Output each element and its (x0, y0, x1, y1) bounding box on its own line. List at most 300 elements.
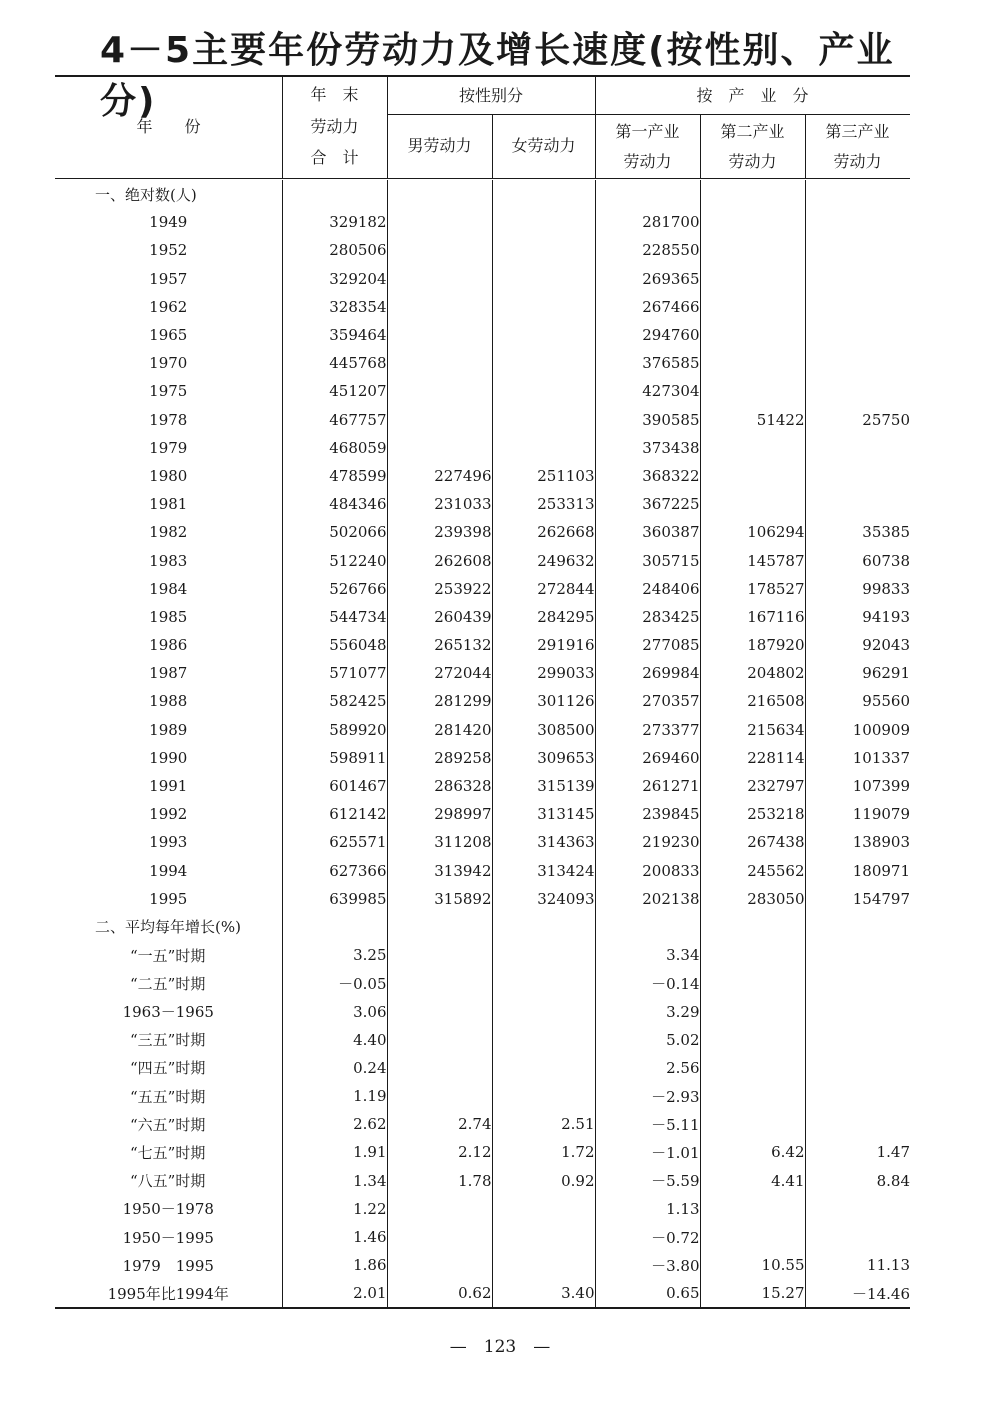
cell-value: 138903 (805, 828, 910, 856)
secondary-header-line1: 第二产业 (720, 122, 785, 141)
total-header-line1: 年 末 (310, 85, 359, 104)
cell-value: 0.62 (387, 1279, 492, 1307)
cell-value: 526766 (282, 575, 387, 603)
row-label: 1980 (149, 466, 188, 485)
table-row (55, 1026, 910, 1054)
cell-value (805, 913, 910, 941)
cell-value: 286328 (387, 772, 492, 800)
cell-value: 204802 (700, 659, 805, 687)
primary-header-line2: 劳动力 (623, 152, 672, 171)
table-row (55, 941, 910, 969)
cell-value (805, 349, 910, 377)
cell-value: －0.14 (595, 969, 700, 997)
cell-value: 99833 (805, 575, 910, 603)
cell-value: 291916 (492, 631, 595, 659)
cell-value: 215634 (700, 716, 805, 744)
cell-value (805, 997, 910, 1025)
table-row (55, 800, 910, 828)
cell-value: 178527 (700, 575, 805, 603)
cell-value: 1.46 (282, 1223, 387, 1251)
cell-value: 3.25 (282, 941, 387, 969)
cell-value: 359464 (282, 321, 387, 349)
cell-value: 269460 (595, 744, 700, 772)
cell-value (805, 293, 910, 321)
row-label: “四五”时期 (130, 1059, 206, 1078)
header-group-rule (387, 114, 910, 115)
row-label: 1979 1995 (122, 1256, 214, 1275)
row-label: 1990 (149, 748, 188, 767)
row-label: 1950－1978 (122, 1200, 214, 1219)
row-label: 1979 (149, 438, 188, 457)
row-label: 1975 (149, 382, 188, 401)
cell-value (492, 1082, 595, 1110)
cell-value (492, 941, 595, 969)
table-row (55, 490, 910, 518)
cell-value: 96291 (805, 659, 910, 687)
table-row (55, 1251, 910, 1279)
table-row (55, 1110, 910, 1138)
cell-value (700, 349, 805, 377)
cell-value: 187920 (700, 631, 805, 659)
row-label: 1970 (149, 354, 188, 373)
row-label: 1993 (149, 833, 188, 852)
row-label: 1987 (149, 664, 188, 683)
cell-value: 262668 (492, 518, 595, 546)
table-row (55, 518, 910, 546)
row-label: 1995年比1994年 (107, 1284, 229, 1303)
table-row (55, 603, 910, 631)
cell-value: 1.22 (282, 1195, 387, 1223)
table-row (55, 659, 910, 687)
cell-value: 484346 (282, 490, 387, 518)
cell-value: 167116 (700, 603, 805, 631)
cell-value (805, 1054, 910, 1082)
cell-value: 269365 (595, 265, 700, 293)
table-row (55, 772, 910, 800)
cell-value: －1.01 (595, 1138, 700, 1166)
cell-value: 2.56 (595, 1054, 700, 1082)
labor-force-table (55, 180, 910, 1308)
table-row (55, 1279, 910, 1307)
cell-value: 329204 (282, 265, 387, 293)
cell-value: 253313 (492, 490, 595, 518)
cell-value: 216508 (700, 687, 805, 715)
cell-value (700, 180, 805, 208)
row-label: 1989 (149, 720, 188, 739)
cell-value: －0.72 (595, 1223, 700, 1251)
cell-value (492, 321, 595, 349)
row-label: 1962 (149, 297, 188, 316)
cell-value (492, 1026, 595, 1054)
cell-value: 329182 (282, 208, 387, 236)
cell-value (387, 1054, 492, 1082)
cell-value (595, 180, 700, 208)
cell-value: 0.65 (595, 1279, 700, 1307)
cell-value: 313424 (492, 857, 595, 885)
cell-value: 281299 (387, 687, 492, 715)
header-bottom-rule (55, 178, 910, 179)
cell-value (387, 265, 492, 293)
cell-value (282, 913, 387, 941)
table-row (55, 744, 910, 772)
cell-value (805, 1223, 910, 1251)
cell-value: 512240 (282, 546, 387, 574)
row-label: “二五”时期 (130, 974, 206, 993)
cell-value: 260439 (387, 603, 492, 631)
cell-value: 467757 (282, 406, 387, 434)
cell-value (387, 434, 492, 462)
cell-value (700, 941, 805, 969)
cell-value: 283050 (700, 885, 805, 913)
cell-value (492, 913, 595, 941)
cell-value: 3.40 (492, 1279, 595, 1307)
table-row (55, 546, 910, 574)
row-label: 1965 (149, 326, 188, 345)
cell-value (700, 490, 805, 518)
cell-value: 202138 (595, 885, 700, 913)
row-label: 1991 (149, 777, 188, 796)
cell-value: 2.51 (492, 1110, 595, 1138)
cell-value: 1.72 (492, 1138, 595, 1166)
row-label: 二、平均每年增长(%) (95, 918, 241, 937)
cell-value (805, 265, 910, 293)
cell-value (492, 1195, 595, 1223)
row-label: “八五”时期 (130, 1172, 206, 1191)
cell-value (492, 377, 595, 405)
primary-header-line1: 第一产业 (615, 122, 680, 141)
row-label: “一五”时期 (130, 946, 206, 965)
table-row (55, 462, 910, 490)
cell-value (282, 180, 387, 208)
table-row (55, 828, 910, 856)
cell-value: 267438 (700, 828, 805, 856)
cell-value (492, 406, 595, 434)
table-row (55, 1195, 910, 1223)
cell-value: 571077 (282, 659, 387, 687)
cell-value (805, 321, 910, 349)
cell-value (492, 265, 595, 293)
table-row (55, 406, 910, 434)
row-label: 1963－1965 (122, 1003, 214, 1022)
row-label: “七五”时期 (130, 1143, 206, 1162)
cell-value (805, 969, 910, 997)
cell-value (700, 1082, 805, 1110)
cell-value: 315892 (387, 885, 492, 913)
cell-value (387, 1195, 492, 1223)
cell-value: －0.05 (282, 969, 387, 997)
cell-value (700, 913, 805, 941)
cell-value (805, 941, 910, 969)
table-row (55, 1167, 910, 1195)
cell-value: 261271 (595, 772, 700, 800)
cell-value: 180971 (805, 857, 910, 885)
cell-value (492, 208, 595, 236)
cell-value: 0.92 (492, 1167, 595, 1195)
industry-group-header: 按 产 业 分 (696, 86, 809, 105)
cell-value (387, 941, 492, 969)
cell-value: 253922 (387, 575, 492, 603)
cell-value (700, 321, 805, 349)
cell-value: 94193 (805, 603, 910, 631)
cell-value (805, 1026, 910, 1054)
total-header-line2: 劳动力 (310, 117, 359, 136)
cell-value: 273377 (595, 716, 700, 744)
cell-value (805, 1110, 910, 1138)
cell-value: 1.13 (595, 1195, 700, 1223)
cell-value: 305715 (595, 546, 700, 574)
cell-value: 544734 (282, 603, 387, 631)
cell-value (387, 180, 492, 208)
cell-value (700, 265, 805, 293)
table-row (55, 1223, 910, 1251)
cell-value: 35385 (805, 518, 910, 546)
cell-value (492, 997, 595, 1025)
cell-value (387, 236, 492, 264)
row-label: 1986 (149, 636, 188, 655)
cell-value: －14.46 (805, 1279, 910, 1307)
cell-value (387, 406, 492, 434)
cell-value: 272044 (387, 659, 492, 687)
row-label: 1952 (149, 241, 188, 260)
cell-value: 262608 (387, 546, 492, 574)
cell-value: 232797 (700, 772, 805, 800)
tertiary-header-line2: 劳动力 (833, 152, 882, 171)
cell-value (805, 490, 910, 518)
table-row (55, 321, 910, 349)
cell-value: 612142 (282, 800, 387, 828)
cell-value: 582425 (282, 687, 387, 715)
row-label: “三五”时期 (130, 1031, 206, 1050)
cell-value: 1.78 (387, 1167, 492, 1195)
cell-value: 627366 (282, 857, 387, 885)
cell-value: 227496 (387, 462, 492, 490)
cell-value (700, 462, 805, 490)
cell-value: 107399 (805, 772, 910, 800)
cell-value (387, 321, 492, 349)
row-label: 1984 (149, 579, 188, 598)
cell-value: 154797 (805, 885, 910, 913)
cell-value: 100909 (805, 716, 910, 744)
cell-value: 451207 (282, 377, 387, 405)
row-label: 1949 (149, 213, 188, 232)
cell-value: 267466 (595, 293, 700, 321)
cell-value: 301126 (492, 687, 595, 715)
cell-value: 502066 (282, 518, 387, 546)
row-label: 1982 (149, 523, 188, 542)
cell-value: 228114 (700, 744, 805, 772)
cell-value (700, 236, 805, 264)
table-row (55, 1138, 910, 1166)
row-label: 1992 (149, 805, 188, 824)
cell-value: 248406 (595, 575, 700, 603)
cell-value (492, 349, 595, 377)
cell-value: 1.47 (805, 1138, 910, 1166)
cell-value: 245562 (700, 857, 805, 885)
table-row (55, 1082, 910, 1110)
cell-value (492, 434, 595, 462)
female-header: 女劳动力 (511, 136, 576, 155)
row-label: 1957 (149, 269, 188, 288)
cell-value (700, 1054, 805, 1082)
cell-value: 145787 (700, 546, 805, 574)
cell-value: 269984 (595, 659, 700, 687)
cell-value: 589920 (282, 716, 387, 744)
cell-value: 280506 (282, 236, 387, 264)
cell-value: 2.01 (282, 1279, 387, 1307)
table-body (55, 180, 910, 1308)
cell-value: －5.11 (595, 1110, 700, 1138)
cell-value: 313145 (492, 800, 595, 828)
cell-value: 270357 (595, 687, 700, 715)
cell-value: 298997 (387, 800, 492, 828)
cell-value: 119079 (805, 800, 910, 828)
cell-value: 360387 (595, 518, 700, 546)
cell-value (700, 434, 805, 462)
table-row (55, 434, 910, 462)
table-row (55, 293, 910, 321)
cell-value: 368322 (595, 462, 700, 490)
cell-value: 289258 (387, 744, 492, 772)
cell-value: 8.84 (805, 1167, 910, 1195)
cell-value: 445768 (282, 349, 387, 377)
cell-value: 3.06 (282, 997, 387, 1025)
cell-value: －3.80 (595, 1251, 700, 1279)
table-row (55, 885, 910, 913)
cell-value: 373438 (595, 434, 700, 462)
cell-value: 4.41 (700, 1167, 805, 1195)
cell-value (805, 377, 910, 405)
page-number: — 123 — (449, 1337, 551, 1357)
cell-value: 468059 (282, 434, 387, 462)
cell-value: 294760 (595, 321, 700, 349)
cell-value: 2.74 (387, 1110, 492, 1138)
cell-value: 1.19 (282, 1082, 387, 1110)
cell-value: 315139 (492, 772, 595, 800)
cell-value: 265132 (387, 631, 492, 659)
cell-value: 390585 (595, 406, 700, 434)
cell-value: 283425 (595, 603, 700, 631)
cell-value: 249632 (492, 546, 595, 574)
cell-value (805, 180, 910, 208)
year-column-header: 年 份 (136, 117, 201, 136)
cell-value: 639985 (282, 885, 387, 913)
cell-value: 2.62 (282, 1110, 387, 1138)
table-row (55, 997, 910, 1025)
row-label: 1995 (149, 889, 188, 908)
cell-value (700, 1195, 805, 1223)
table-row (55, 180, 910, 208)
table-row (55, 377, 910, 405)
cell-value: 556048 (282, 631, 387, 659)
cell-value (387, 1026, 492, 1054)
table-row (55, 716, 910, 744)
cell-value: 4.40 (282, 1026, 387, 1054)
cell-value: 1.34 (282, 1167, 387, 1195)
cell-value: 95560 (805, 687, 910, 715)
cell-value: 311208 (387, 828, 492, 856)
male-header: 男劳动力 (407, 136, 472, 155)
cell-value: 60738 (805, 546, 910, 574)
cell-value: 284295 (492, 603, 595, 631)
cell-value (700, 293, 805, 321)
cell-value (700, 377, 805, 405)
cell-value (387, 377, 492, 405)
cell-value: 313942 (387, 857, 492, 885)
cell-value: 478599 (282, 462, 387, 490)
page-title: 4－5主要年份劳动力及增长速度(按性别、产业分) (100, 30, 895, 122)
cell-value (387, 1082, 492, 1110)
cell-value (805, 1195, 910, 1223)
table-row (55, 913, 910, 941)
cell-value (492, 293, 595, 321)
row-label: “五五”时期 (130, 1087, 206, 1106)
cell-value: 231033 (387, 490, 492, 518)
cell-value: 5.02 (595, 1026, 700, 1054)
cell-value (700, 969, 805, 997)
cell-value: 3.34 (595, 941, 700, 969)
cell-value: 101337 (805, 744, 910, 772)
cell-value (387, 1223, 492, 1251)
cell-value (805, 462, 910, 490)
cell-value: 299033 (492, 659, 595, 687)
cell-value: 51422 (700, 406, 805, 434)
cell-value: 11.13 (805, 1251, 910, 1279)
cell-value: 2.12 (387, 1138, 492, 1166)
cell-value: 3.29 (595, 997, 700, 1025)
gender-group-header: 按性别分 (458, 86, 523, 105)
cell-value: －5.59 (595, 1167, 700, 1195)
cell-value: 1.86 (282, 1251, 387, 1279)
total-header-line3: 合 计 (310, 148, 359, 167)
cell-value (387, 293, 492, 321)
cell-value: 281700 (595, 208, 700, 236)
cell-value: 272844 (492, 575, 595, 603)
table-row (55, 857, 910, 885)
table-row (55, 349, 910, 377)
cell-value (700, 1223, 805, 1251)
row-label: 一、绝对数(人) (95, 185, 197, 204)
row-label: 1988 (149, 692, 188, 711)
cell-value: 598911 (282, 744, 387, 772)
table-top-rule (55, 75, 910, 77)
cell-value: 228550 (595, 236, 700, 264)
cell-value (700, 208, 805, 236)
table-row (55, 575, 910, 603)
cell-value (700, 997, 805, 1025)
cell-value: 309653 (492, 744, 595, 772)
cell-value (805, 1082, 910, 1110)
cell-value: 219230 (595, 828, 700, 856)
row-label: 1981 (149, 495, 188, 514)
cell-value: 10.55 (700, 1251, 805, 1279)
row-label: 1978 (149, 410, 188, 429)
row-label: 1994 (149, 861, 188, 880)
cell-value (387, 969, 492, 997)
table-row (55, 969, 910, 997)
cell-value: 308500 (492, 716, 595, 744)
cell-value (387, 208, 492, 236)
cell-value (492, 1223, 595, 1251)
cell-value (492, 969, 595, 997)
cell-value: 625571 (282, 828, 387, 856)
cell-value (492, 236, 595, 264)
cell-value (700, 1026, 805, 1054)
cell-value (387, 997, 492, 1025)
table-row (55, 236, 910, 264)
cell-value: －2.93 (595, 1082, 700, 1110)
row-label: 1983 (149, 551, 188, 570)
cell-value: 6.42 (700, 1138, 805, 1166)
